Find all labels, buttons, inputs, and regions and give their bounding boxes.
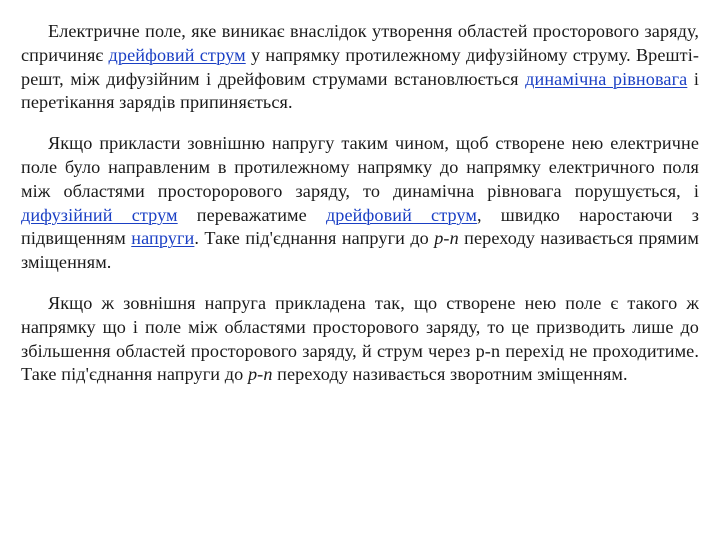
text-span: переходу називається зворотним зміщенням. (272, 364, 628, 385)
text-span: переходу називається прямим зміщенням. (21, 228, 699, 273)
link-drift-current[interactable]: дрейфовий струм (108, 44, 246, 65)
text-span: , швидко наростаючи з підвищенням (21, 204, 699, 249)
paragraph-forward-bias (21, 132, 699, 275)
link-voltage[interactable]: напруги (131, 228, 195, 249)
pn-term: p-n (247, 364, 273, 385)
paragraph-drift-current (21, 20, 699, 115)
text-span: у напрямку протилежному дифузійному струму. Врешті-решт, між дифузійним і дрейфовим струмами встановлюється (21, 44, 700, 89)
text-span: Якщо прикласти зовнішню напругу таким чином, щоб створене нею електричне поле було направленим в протилежному напрямку до напрямку електричного поля між областями просторорового заряду, то динамічна рівновага порушується, і (21, 133, 699, 201)
link-diffusion-current[interactable]: дифузійний струм (21, 204, 178, 225)
pn-term: p-n (434, 228, 459, 249)
text-span: і перетікання зарядів припиняється. (21, 68, 699, 113)
text-span: переважатиме (177, 204, 326, 225)
text-span: Електричне поле, яке виникає внаслідок утворення областей просторового заряду, спричиняє (21, 21, 699, 65)
paragraph-reverse-bias (21, 292, 699, 387)
link-dynamic-equilibrium[interactable]: динамічна рівновага (525, 68, 688, 89)
text-span: . Таке під'єднання напруги до (194, 228, 435, 249)
link-drift-current-2[interactable]: дрейфовий струм (325, 204, 477, 225)
text-span: Якщо ж зовнішня напруга прикладена так, що створене нею поле є такого ж напрямку що і поле між областями просторового заряду, то це призводить лише до збільшення областей просторового заряду, й струм через p-n перехід не проходитиме. Таке під'єднання напруги до (21, 292, 699, 385)
